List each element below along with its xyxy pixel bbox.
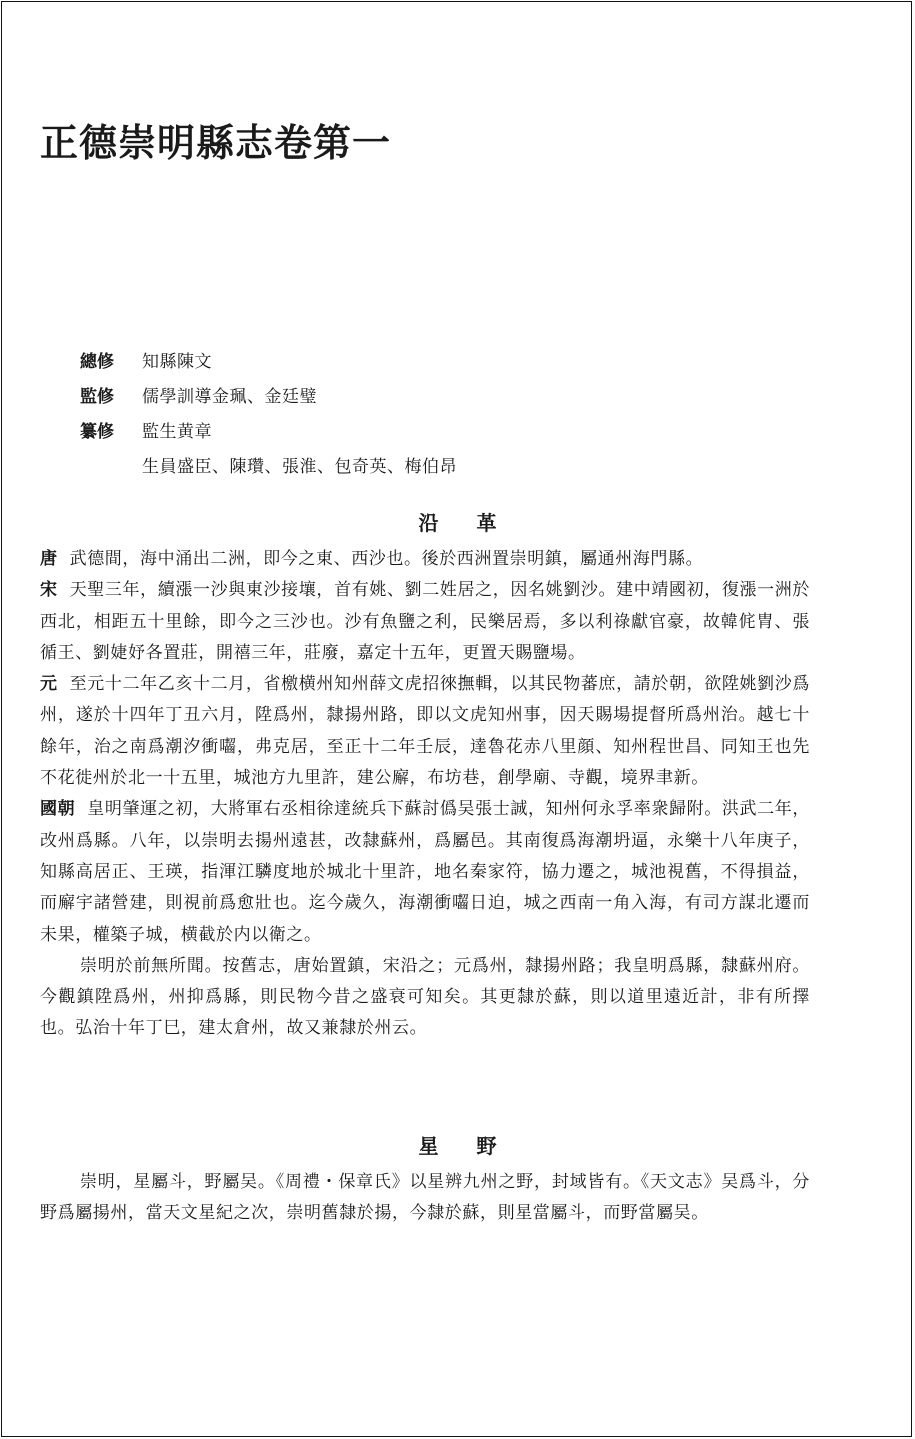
page-title: 正德崇明縣志卷第一 bbox=[40, 120, 392, 165]
astrology-paragraph: 崇明，星屬斗，野屬吴。《周禮・保章氏》以星辨九州之野，封域皆有。《天文志》吴爲斗，分野爲屬揚州，當天文星紀之次，崇明舊隸於揚，今隸於蘇，則星當屬斗，而野當屬吴。 bbox=[40, 1172, 810, 1224]
section-heading-evolution bbox=[0, 507, 915, 536]
section-heading-astrology bbox=[0, 1130, 915, 1159]
history-entry bbox=[40, 669, 810, 794]
editor-row bbox=[80, 345, 457, 380]
heading-char: 星 bbox=[418, 1134, 439, 1158]
history-entry bbox=[40, 575, 810, 669]
entry-text: 至元十二年乙亥十二月，省檄横州知州薛文虎招徠撫輯，以其民物蕃庶，請於朝，欲陞姚劉沙爲州，遂於十四年丁丑六月，陞爲州，隸揚州路，即以文虎知州事，因天賜場提督所爲州治。越七十餘年，治之南爲潮汐衝囓，弗克居，至正十二年壬辰，達魯花赤八里顔、知州程世昌、同知王也先不花徙州於北一十五里，城池方九里許，建公廨，布坊巷，創學廟、寺觀，境界聿新。 bbox=[40, 674, 810, 789]
section-body-evolution bbox=[40, 544, 810, 1045]
entry-text: 武德間，海中涌出二洲，即今之東、西沙也。後於西洲置崇明鎮，屬通州海門縣。 bbox=[69, 549, 704, 569]
editor-names: 儒學訓導金珮、金廷璧 bbox=[142, 387, 317, 407]
history-entry bbox=[40, 794, 810, 950]
era-label: 國朝 bbox=[40, 799, 76, 820]
era-label: 唐 bbox=[40, 549, 58, 569]
editor-names: 生員盛臣、陳瓚、張淮、包奇英、梅伯昂 bbox=[142, 457, 457, 477]
section-body-astrology bbox=[40, 1167, 810, 1230]
history-entry bbox=[40, 544, 810, 575]
entry-text: 皇明肇運之初，大將軍右丞相徐達統兵下蘇討僞吴張士誠，知州何永孚率衆歸附。洪武二年，改州爲縣。八年，以崇明去揚州遠甚，改隸蘇州，爲屬邑。其南復爲海潮坍逼，永樂十八年庚子，知縣高居正、王瑛，指渾江驎度地於城北十里許，地名秦家符，協力遷之，城池視舊，不得損益，而廨宇諸營建，則視前爲愈壯也。迄今歲久，海潮衝囓日迫，城之西南一角入海，有司方謀北遷而未果，權築子城，横截於内以衛之。 bbox=[40, 799, 810, 945]
editor-names: 監生黄章 bbox=[142, 422, 212, 442]
era-label: 宋 bbox=[40, 580, 58, 601]
era-label: 元 bbox=[40, 674, 58, 695]
editor-credits bbox=[80, 345, 457, 485]
commentary-paragraph: 崇明於前無所聞。按舊志，唐始置鎮，宋沿之；元爲州，隸揚州路；我皇明爲縣，隸蘇州府。今觀鎮陞爲州，州抑爲縣，則民物今昔之盛衰可知矣。其更隸於蘇，則以道里遠近計，非有所擇也。弘治十年丁巳，建太倉州，故又兼隸於州云。 bbox=[40, 955, 810, 1039]
entry-text: 天聖三年，續漲一沙與東沙接壤，首有姚、劉二姓居之，因名姚劉沙。建中靖國初，復漲一洲於西北，相距五十里餘，即今之三沙也。沙有魚鹽之利，民樂居焉，多以利祿獻官豪，故韓侂胄、張循王、劉婕妤各置莊，開禧三年，莊廢，嘉定十五年，更置天賜鹽場。 bbox=[40, 580, 810, 663]
editor-role: 纂修 bbox=[80, 422, 114, 442]
editor-role: 監修 bbox=[80, 387, 114, 407]
heading-char: 野 bbox=[476, 1134, 497, 1158]
heading-char: 革 bbox=[476, 511, 497, 535]
editor-role: 總修 bbox=[80, 352, 114, 372]
editor-row bbox=[80, 380, 457, 415]
editor-row bbox=[80, 415, 457, 450]
editor-row bbox=[80, 450, 457, 485]
editor-names: 知縣陳文 bbox=[142, 352, 212, 372]
heading-char: 沿 bbox=[418, 511, 439, 535]
